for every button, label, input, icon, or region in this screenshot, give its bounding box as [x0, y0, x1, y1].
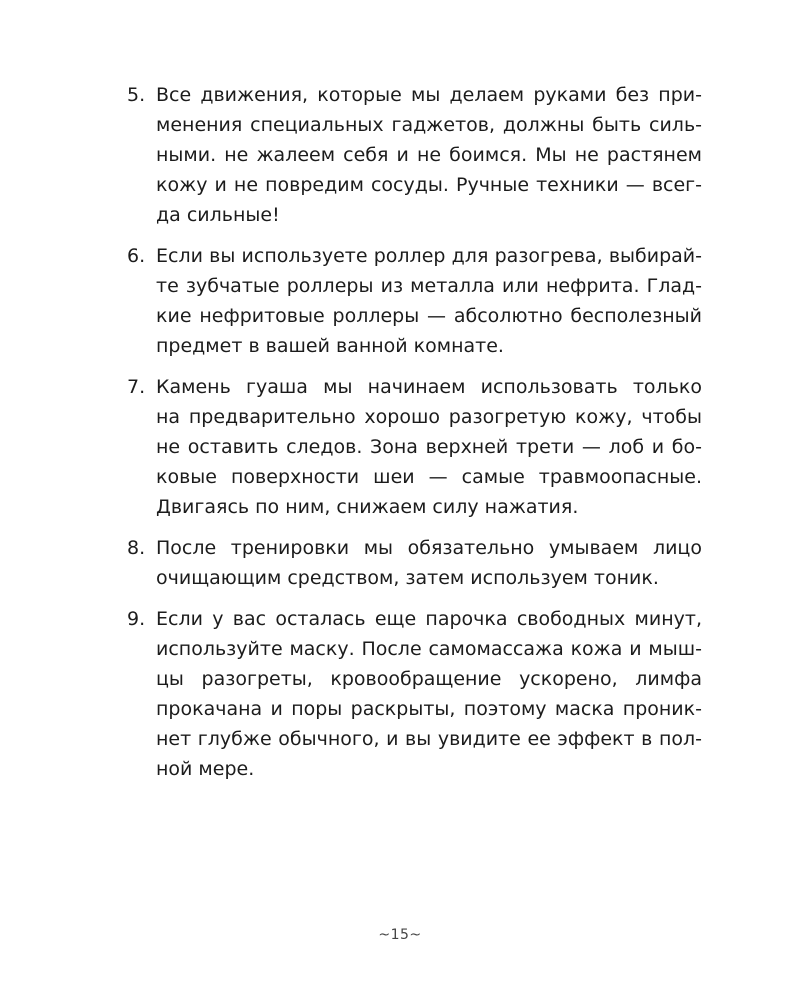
item-text-line: да сильные! [156, 204, 280, 226]
item-text-line: не оставить следов. Зона верхней трети — лоб и бо- [156, 436, 702, 458]
item-text-line: нет глубже обычного, и вы увидите ее эффект в пол- [156, 728, 702, 750]
item-text-line: те зубчатые роллеры из металла или нефрита. Глад- [156, 275, 702, 297]
item-text-line: Камень гуаша мы начинаем использовать только [156, 376, 702, 398]
list-item-6 [127, 241, 702, 361]
item-text-line: прокачана и поры раскрыты, поэтому маска проник- [156, 698, 702, 720]
list-item-7 [127, 372, 702, 522]
item-text-line: используйте маску. После самомассажа кожа и мыш- [156, 638, 702, 660]
item-number: 6. [127, 245, 146, 267]
item-text-line: на предварительно хорошо разогретую кожу, чтобы [156, 406, 702, 428]
item-text-line: Если у вас осталась еще парочка свободных минут, [156, 608, 702, 630]
list-item-8 [127, 533, 702, 593]
list-item-5 [127, 80, 702, 230]
item-text-line: ной мере. [156, 758, 255, 780]
list-item-9 [127, 604, 702, 784]
item-text-line: предмет в вашей ванной комнате. [156, 335, 504, 357]
item-number: 7. [127, 376, 146, 398]
item-text-line: Двигаясь по ним, снижаем силу нажатия. [156, 496, 579, 518]
item-text-line: кие нефритовые роллеры — абсолютно бесполезный [156, 305, 702, 327]
tips-list [127, 80, 702, 795]
item-text-line: очищающим средством, затем используем тоник. [156, 567, 659, 589]
item-number: 5. [127, 84, 146, 106]
item-number: 8. [127, 537, 146, 559]
item-number: 9. [127, 608, 146, 630]
item-text-line: Все движения, которые мы делаем руками без при- [156, 84, 702, 106]
item-text-line: цы разогреты, кровообращение ускорено, лимфа [156, 668, 702, 690]
item-text-line: ными. не жалеем себя и не боимся. Мы не растянем [156, 144, 702, 166]
item-text-line: кожу и не повредим сосуды. Ручные техники — всег- [156, 174, 702, 196]
page-number: ~15~ [378, 927, 422, 943]
item-text-line: ковые поверхности шеи — самые травмоопасные. [156, 466, 702, 488]
item-text-line: Если вы используете роллер для разогрева, выбирай- [156, 245, 702, 267]
item-text-line: менения специальных гаджетов, должны быть силь- [156, 114, 702, 136]
item-text-line: После тренировки мы обязательно умываем лицо [156, 537, 702, 559]
